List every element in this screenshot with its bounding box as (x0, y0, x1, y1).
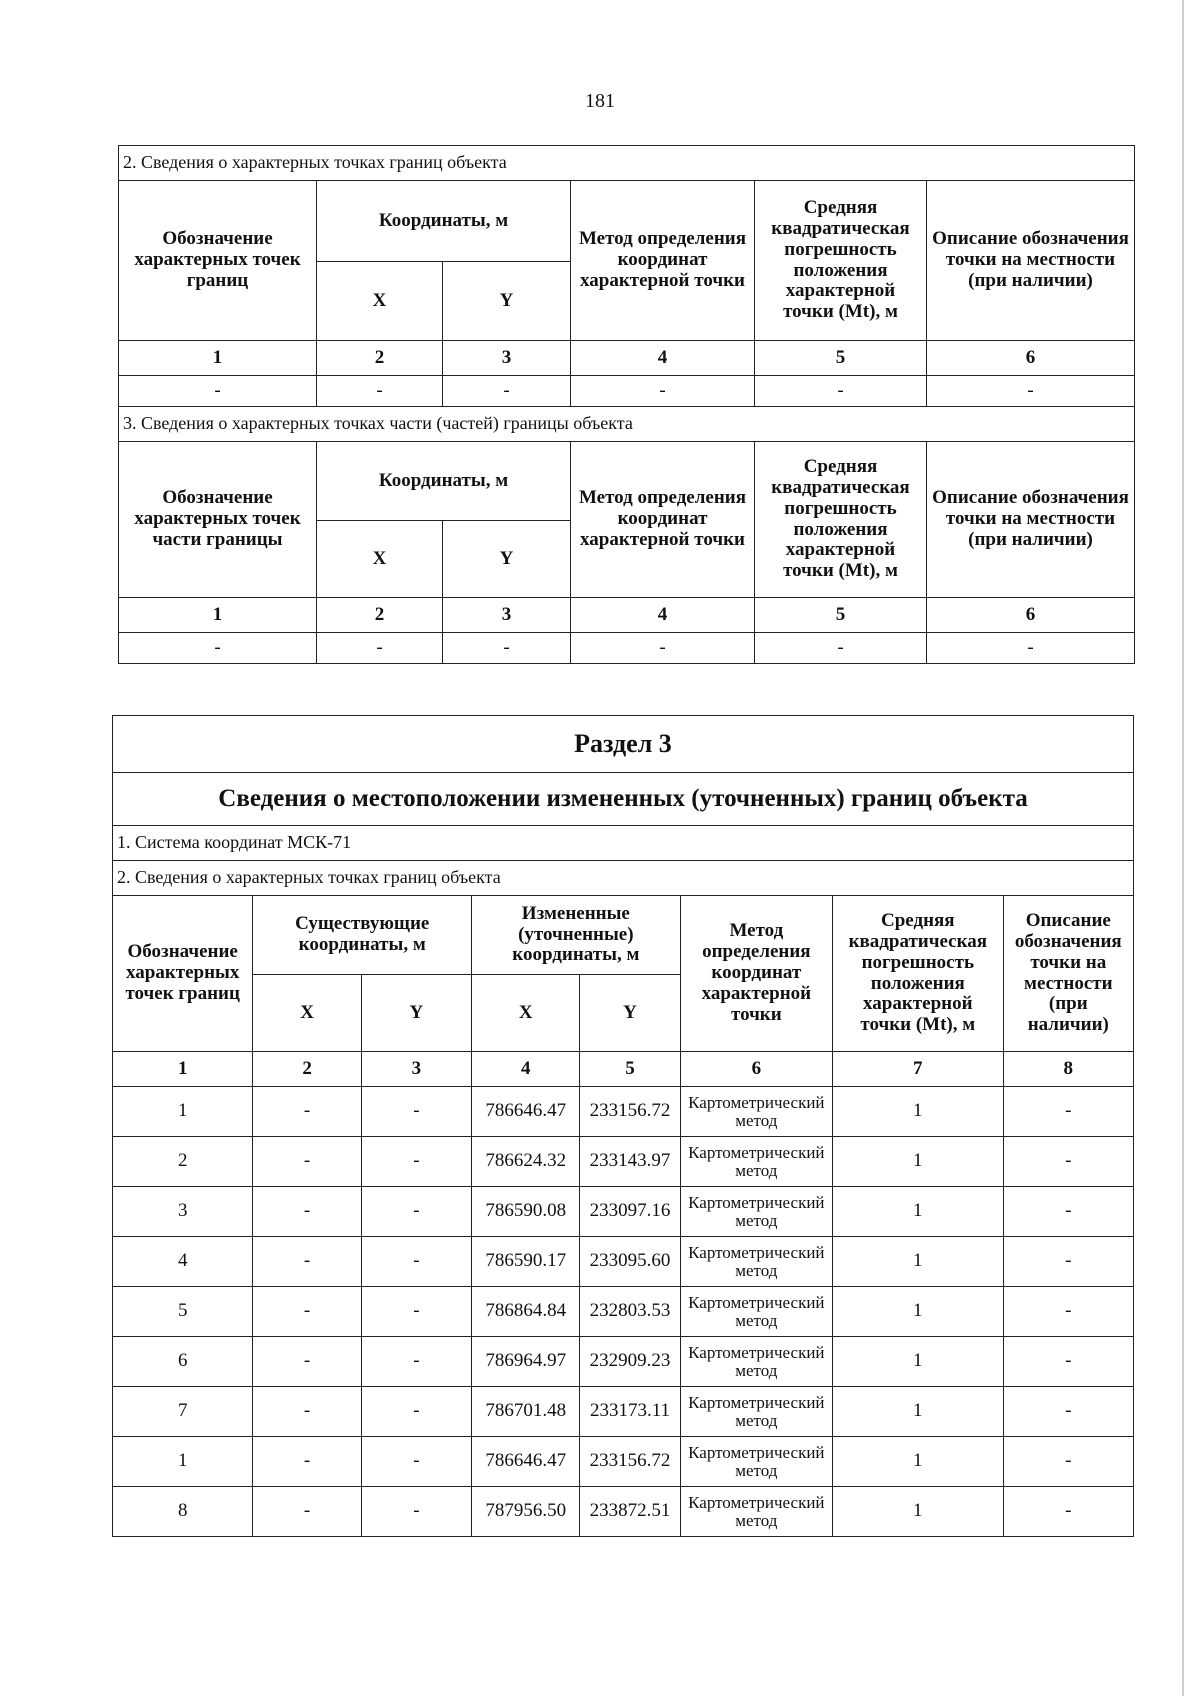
table-cell: - (755, 376, 927, 407)
point-id-cell: 5 (113, 1287, 253, 1337)
existing-y-cell: - (361, 1387, 471, 1437)
description-cell: - (1003, 1187, 1133, 1237)
point-id-cell: 1 (113, 1437, 253, 1487)
x-coordinate-cell: 786864.84 (472, 1287, 580, 1337)
existing-y-cell: - (361, 1437, 471, 1487)
y-coordinate-cell: 233095.60 (580, 1237, 680, 1287)
existing-y-cell: - (361, 1137, 471, 1187)
table-row (113, 1437, 1134, 1487)
coordinate-system: 1. Система координат МСК-71 (113, 826, 1134, 861)
part3-x-header: X (317, 521, 443, 598)
existing-y-cell: - (361, 1187, 471, 1237)
y-coordinate-cell: 232909.23 (580, 1337, 680, 1387)
existing-x-cell: - (253, 1287, 361, 1337)
description-cell: - (1003, 1237, 1133, 1287)
column-number: 5 (580, 1052, 680, 1087)
error-cell: 1 (833, 1437, 1003, 1487)
existing-x-cell: - (253, 1087, 361, 1137)
description-cell: - (1003, 1287, 1133, 1337)
column-number: 4 (472, 1052, 580, 1087)
part2-y-header: Y (443, 262, 571, 341)
method-cell: Картометрический метод (680, 1337, 832, 1387)
table-row (113, 1487, 1134, 1537)
y-coordinate-cell: 233156.72 (580, 1087, 680, 1137)
part3-y-header: Y (443, 521, 571, 598)
table-row (113, 1337, 1134, 1387)
changed-coords-header: Измененные (уточненные) координаты, м (472, 896, 681, 975)
part2-caption: 2. Сведения о характерных точках границ объекта (119, 146, 1135, 181)
error-cell: 1 (833, 1287, 1003, 1337)
table-cell: - (317, 376, 443, 407)
column-number: 2 (317, 598, 443, 633)
x-coordinate-cell: 786646.47 (472, 1437, 580, 1487)
x-coordinate-cell: 786964.97 (472, 1337, 580, 1387)
column-number: 7 (833, 1052, 1003, 1087)
part2-empty-row (119, 376, 1135, 407)
method-cell: Картометрический метод (680, 1187, 832, 1237)
part3-method-header: Метод определения координат характерной точки (571, 442, 755, 598)
error-cell: 1 (833, 1337, 1003, 1387)
part2-number-row (119, 341, 1135, 376)
part2-x-header: X (317, 262, 443, 341)
error-cell: 1 (833, 1087, 1003, 1137)
point-id-cell: 4 (113, 1237, 253, 1287)
part3-error-header: Средняя квадратическая погрешность положения характерной точки (Mt), м (755, 442, 927, 598)
method-cell: Картометрический метод (680, 1487, 832, 1537)
column-number: 1 (119, 598, 317, 633)
part3-coords-header: Координаты, м (317, 442, 571, 521)
column-number: 5 (755, 598, 927, 633)
existing-x-cell: - (253, 1437, 361, 1487)
existing-x-cell: - (253, 1137, 361, 1187)
changed-y-header: Y (580, 975, 680, 1052)
part2-coords-header: Координаты, м (317, 181, 571, 262)
column-number: 8 (1003, 1052, 1133, 1087)
existing-x-cell: - (253, 1487, 361, 1537)
y-coordinate-cell: 233872.51 (580, 1487, 680, 1537)
table-row (113, 1387, 1134, 1437)
x-coordinate-cell: 787956.50 (472, 1487, 580, 1537)
method-cell: Картометрический метод (680, 1437, 832, 1487)
table-row (113, 1187, 1134, 1237)
section-title: Раздел 3 (113, 716, 1134, 773)
error-cell: 1 (833, 1487, 1003, 1537)
description-header: Описание обозначения точки на местности (при наличии) (1003, 896, 1133, 1052)
designation-header: Обозначение характерных точек границ (113, 896, 253, 1052)
page-edge-line (1182, 0, 1184, 1696)
table-row (113, 1287, 1134, 1337)
error-cell: 1 (833, 1237, 1003, 1287)
existing-x-header: X (253, 975, 361, 1052)
x-coordinate-cell: 786701.48 (472, 1387, 580, 1437)
part2-method-header: Метод определения координат характерной точки (571, 181, 755, 341)
column-number: 6 (927, 598, 1135, 633)
column-number: 6 (927, 341, 1135, 376)
table-row (113, 1137, 1134, 1187)
method-cell: Картометрический метод (680, 1387, 832, 1437)
table-cell: - (755, 633, 927, 664)
point-id-cell: 2 (113, 1137, 253, 1187)
method-header: Метод определения координат характерной точки (680, 896, 832, 1052)
point-id-cell: 7 (113, 1387, 253, 1437)
part3-empty-row (119, 633, 1135, 664)
y-coordinate-cell: 233097.16 (580, 1187, 680, 1237)
error-cell: 1 (833, 1387, 1003, 1437)
column-number: 3 (443, 341, 571, 376)
existing-coords-header: Существующие координаты, м (253, 896, 472, 975)
section-subtitle: Сведения о местоположении измененных (уточненных) границ объекта (113, 773, 1134, 826)
section3-caption: 2. Сведения о характерных точках границ объекта (113, 861, 1134, 896)
method-cell: Картометрический метод (680, 1087, 832, 1137)
column-number: 2 (317, 341, 443, 376)
table-cell: - (119, 633, 317, 664)
existing-y-cell: - (361, 1237, 471, 1287)
changed-x-header: X (472, 975, 580, 1052)
description-cell: - (1003, 1487, 1133, 1537)
table-cell: - (571, 376, 755, 407)
part3-number-row (119, 598, 1135, 633)
section3-table (112, 715, 1134, 1537)
existing-y-header: Y (361, 975, 471, 1052)
point-id-cell: 8 (113, 1487, 253, 1537)
table-cell: - (119, 376, 317, 407)
existing-y-cell: - (361, 1287, 471, 1337)
method-cell: Картометрический метод (680, 1287, 832, 1337)
part2-designation-header: Обозначение характерных точек границ (119, 181, 317, 341)
y-coordinate-cell: 233143.97 (580, 1137, 680, 1187)
description-cell: - (1003, 1087, 1133, 1137)
column-number: 1 (113, 1052, 253, 1087)
y-coordinate-cell: 232803.53 (580, 1287, 680, 1337)
point-id-cell: 1 (113, 1087, 253, 1137)
x-coordinate-cell: 786624.32 (472, 1137, 580, 1187)
column-number: 4 (571, 341, 755, 376)
column-number: 3 (443, 598, 571, 633)
method-cell: Картометрический метод (680, 1237, 832, 1287)
table-cell: - (443, 633, 571, 664)
column-number: 6 (680, 1052, 832, 1087)
column-number: 1 (119, 341, 317, 376)
part2-error-header: Средняя квадратическая погрешность положения характерной точки (Mt), м (755, 181, 927, 341)
table-row (113, 1237, 1134, 1287)
description-cell: - (1003, 1337, 1133, 1387)
description-cell: - (1003, 1387, 1133, 1437)
part3-caption: 3. Сведения о характерных точках части (частей) границы объекта (119, 407, 1135, 442)
x-coordinate-cell: 786590.08 (472, 1187, 580, 1237)
column-number: 2 (253, 1052, 361, 1087)
column-number: 5 (755, 341, 927, 376)
y-coordinate-cell: 233156.72 (580, 1437, 680, 1487)
existing-x-cell: - (253, 1337, 361, 1387)
table-cell: - (443, 376, 571, 407)
error-cell: 1 (833, 1137, 1003, 1187)
section3-number-row (113, 1052, 1134, 1087)
existing-y-cell: - (361, 1487, 471, 1537)
existing-x-cell: - (253, 1187, 361, 1237)
existing-x-cell: - (253, 1387, 361, 1437)
boundary-points-table (118, 145, 1135, 664)
part3-designation-header: Обозначение характерных точек части границы (119, 442, 317, 598)
existing-x-cell: - (253, 1237, 361, 1287)
table-cell: - (571, 633, 755, 664)
error-header: Средняя квадратическая погрешность положения характерной точки (Mt), м (833, 896, 1003, 1052)
x-coordinate-cell: 786590.17 (472, 1237, 580, 1287)
method-cell: Картометрический метод (680, 1137, 832, 1187)
column-number: 3 (361, 1052, 471, 1087)
point-id-cell: 6 (113, 1337, 253, 1387)
description-cell: - (1003, 1437, 1133, 1487)
x-coordinate-cell: 786646.47 (472, 1087, 580, 1137)
table-cell: - (927, 376, 1135, 407)
existing-y-cell: - (361, 1337, 471, 1387)
description-cell: - (1003, 1137, 1133, 1187)
part2-description-header: Описание обозначения точки на местности (при наличии) (927, 181, 1135, 341)
column-number: 4 (571, 598, 755, 633)
page-number: 181 (585, 90, 615, 112)
table-row (113, 1087, 1134, 1137)
part3-description-header: Описание обозначения точки на местности (при наличии) (927, 442, 1135, 598)
table-cell: - (927, 633, 1135, 664)
point-id-cell: 3 (113, 1187, 253, 1237)
existing-y-cell: - (361, 1087, 471, 1137)
error-cell: 1 (833, 1187, 1003, 1237)
table-cell: - (317, 633, 443, 664)
y-coordinate-cell: 233173.11 (580, 1387, 680, 1437)
section3-rows (113, 1087, 1134, 1537)
